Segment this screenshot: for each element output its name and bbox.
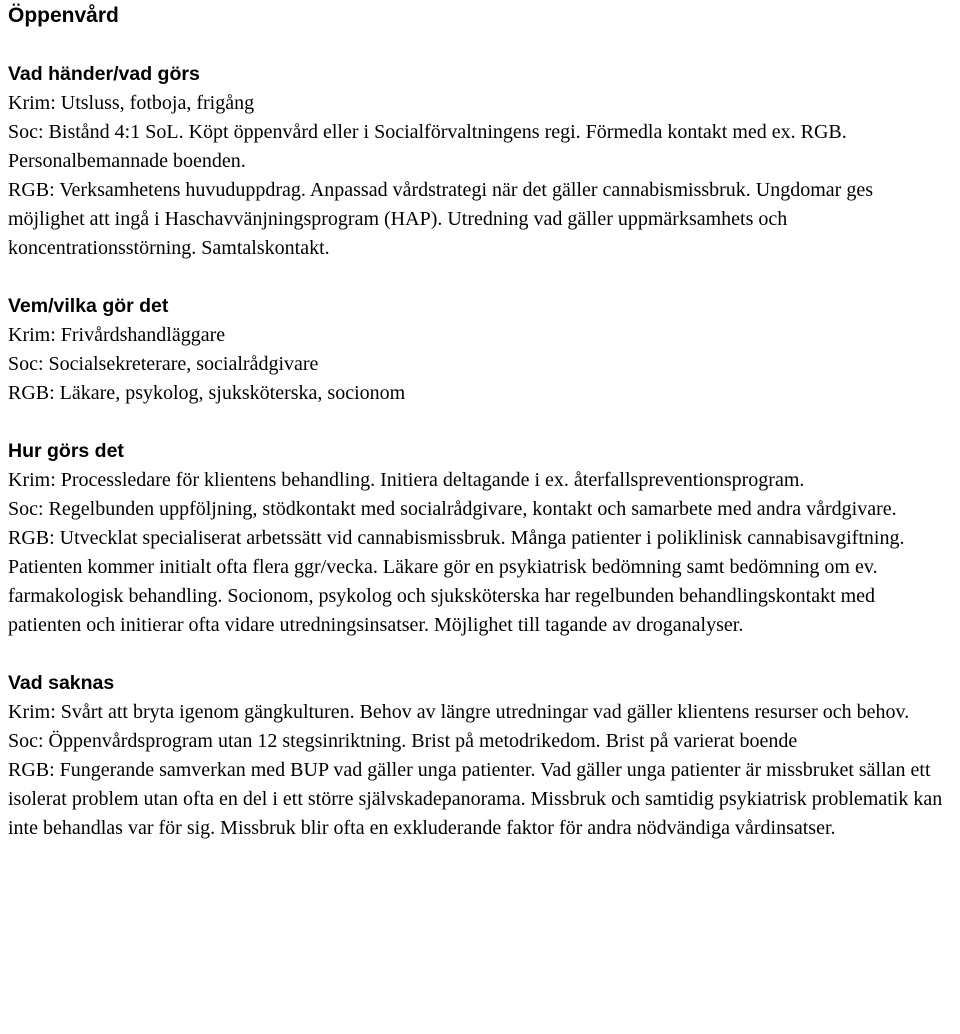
paragraph-rgb: RGB: Verksamhetens huvuduppdrag. Anpassad vårdstrategi när det gäller cannabismissbruk. Ungdomar ges möjlighet att ingå i Haschavvänjningsprogram (HAP). Utredning vad gäller uppmärksamhets och koncentrationsstörning. Samtalskontakt.	[8, 179, 873, 259]
section-vem-vilka	[8, 292, 950, 408]
paragraph-soc: Soc: Bistånd 4:1 SoL. Köpt öppenvård eller i Socialförvaltningens regi. Förmedla kontakt med ex. RGB. Personalbemannade boenden.	[8, 121, 847, 172]
section-vad-saknas	[8, 669, 950, 843]
section-hur-gors	[8, 437, 950, 640]
paragraph-soc: Soc: Socialsekreterare, socialrådgivare	[8, 353, 319, 375]
paragraph-krim: Krim: Utsluss, fotboja, frigång	[8, 92, 255, 114]
paragraph-krim: Krim: Svårt att bryta igenom gängkulturen. Behov av längre utredningar vad gäller klientens resurser och behov.	[8, 701, 910, 723]
document-title: Öppenvård	[8, 4, 119, 27]
title-spacer	[8, 30, 950, 60]
paragraph-soc: Soc: Regelbunden uppföljning, stödkontakt med socialrådgivare, kontakt och samarbete med andra vårdgivare.	[8, 498, 897, 520]
section-heading: Vad saknas	[8, 672, 115, 694]
section-heading: Hur görs det	[8, 440, 124, 462]
section-heading: Vem/vilka gör det	[8, 295, 169, 317]
section-heading: Vad händer/vad görs	[8, 63, 200, 85]
paragraph-krim: Krim: Processledare för klientens behandling. Initiera deltagande i ex. återfallspreventionsprogram.	[8, 469, 805, 491]
paragraph-krim: Krim: Frivårdshandläggare	[8, 324, 226, 346]
paragraph-soc: Soc: Öppenvårdsprogram utan 12 stegsinriktning. Brist på metodrikedom. Brist på varierat boende	[8, 730, 798, 752]
paragraph-rgb: RGB: Utvecklat specialiserat arbetssätt vid cannabismissbruk. Många patienter i poliklinisk cannabisavgiftning. Patienten kommer initialt ofta flera ggr/vecka. Läkare gör en psykiatrisk bedömning samt bedömning om ev. farmakologisk behandling. Socionom, psykolog och sjuksköterska har regelbunden behandlingskontakt med patienten och initierar ofta vidare utredningsinsatser. Möjlighet till tagande av droganalyser.	[8, 527, 905, 636]
section-vad-hander	[8, 60, 950, 263]
paragraph-rgb: RGB: Fungerande samverkan med BUP vad gäller unga patienter. Vad gäller unga patienter är missbruket sällan ett isolerat problem utan ofta en del i ett större självskadepanorama. Missbruk och samtidig psykiatrisk problematik kan inte behandlas var för sig. Missbruk blir ofta en exkluderande faktor för andra nödvändiga vårdinsatser.	[8, 759, 943, 839]
paragraph-rgb: RGB: Läkare, psykolog, sjuksköterska, socionom	[8, 382, 406, 404]
